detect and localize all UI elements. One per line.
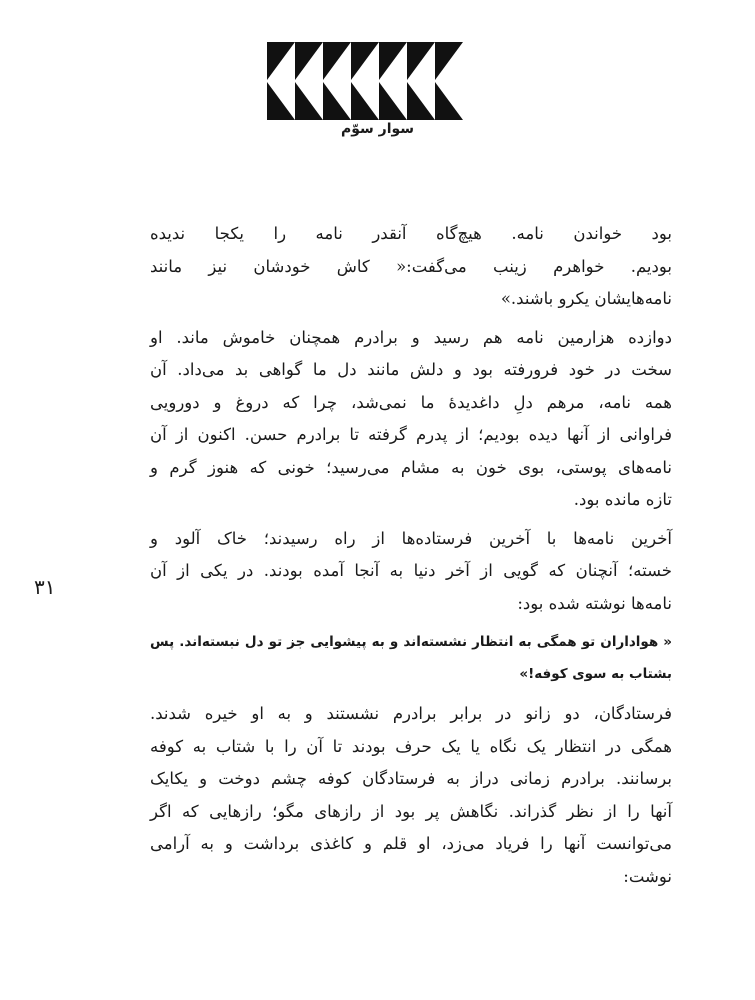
ornament-triangle (379, 42, 407, 80)
ornament-triangle (295, 82, 323, 120)
text-line: خسته؛ آنچنان که گویی از آخر دنیا به آنجا آمده بودند. در یکی از آن (150, 561, 672, 580)
ornament-triangle (351, 82, 379, 120)
text-line: نامه‌هایشان یکرو باشند.» (500, 289, 672, 308)
paragraph (150, 218, 672, 316)
chapter-title: سوار سوّم (340, 121, 415, 137)
ornament-triangle (267, 82, 295, 120)
ornament-triangle (407, 42, 435, 80)
ornament-triangle (295, 42, 323, 80)
text-line: نامه‌های پوستی، بوی خون به مشام می‌رسید؛ خونی که هنوز گرم و (150, 457, 672, 477)
quote-line: « هواداران تو همگی به انتظار نشسته‌اند و به پیشوایی جز تو دل نبسته‌اند. پس (150, 634, 672, 650)
text-line: نامه‌ها نوشته شده بود: (517, 593, 672, 613)
text-line: فرستادگان، دو زانو در برابر برادرم نشستند و به او خیره شدند. (150, 704, 672, 723)
text-line: نوشت: (623, 866, 672, 886)
ornament-triangle (435, 42, 463, 80)
ornament-triangle (435, 82, 463, 120)
body-text (150, 218, 672, 899)
quote-line: بشتاب به سوی کوفه!» (519, 666, 672, 682)
text-line: تازه مانده بود. (573, 490, 672, 509)
paragraph (150, 523, 672, 621)
paragraph (150, 698, 672, 893)
text-line: دوازده هزارمین نامه هم رسید و برادرم همچنان خاموش ماند. او (150, 327, 672, 347)
text-line: می‌توانست آنها را فریاد می‌زد، او قلم و کاغذی برداشت و به آرامی (150, 834, 672, 853)
ornament-triangle (379, 82, 407, 120)
ornament-triangle (407, 82, 435, 120)
text-line: بود خواندن نامه. هیچ‌گاه آنقدر نامه را یکجا ندیده (150, 224, 672, 243)
text-line: همه نامه، مرهم دلِ داغدیدهٔ ما نمی‌شد، چرا که دروغ و دورویی (150, 392, 672, 412)
page-number: ۳۱ (34, 575, 56, 599)
text-line: همگی در انتظار یک نگاه یا یک حرف بودند تا آن را با شتاب به کوفه (150, 736, 672, 756)
paragraph (150, 322, 672, 517)
text-line: فراوانی از آنها دیده بودیم؛ از پدرم گرفته تا برادرم حسن. اکنون از آن (150, 425, 672, 444)
text-line: برسانند. برادرم زمانی دراز به فرستادگان کوفه چشم دوخت و یکایک (150, 769, 672, 788)
text-line: آنها را از نظر گذراند. نگاهش پر بود از رازهای مگو؛ رازهایی که اگر (150, 801, 672, 821)
ornament-triangle (267, 42, 295, 80)
text-line: آخرین نامه‌ها با آخرین فرستاده‌ها از راه رسیدند؛ خاک آلود و (150, 528, 672, 548)
quoted-letter (150, 626, 672, 690)
text-line: سخت در خود فرورفته بود و دلش مانند دل ما گواهی بد می‌داد. آن (150, 360, 672, 379)
text-line: بودیم. خواهرم زینب می‌گفت:« کاش خودشان نیز مانند (150, 256, 672, 276)
ornament-triangle (323, 82, 351, 120)
triangle-ornament (267, 42, 463, 120)
ornament-triangle (323, 42, 351, 80)
ornament-triangle (351, 42, 379, 80)
